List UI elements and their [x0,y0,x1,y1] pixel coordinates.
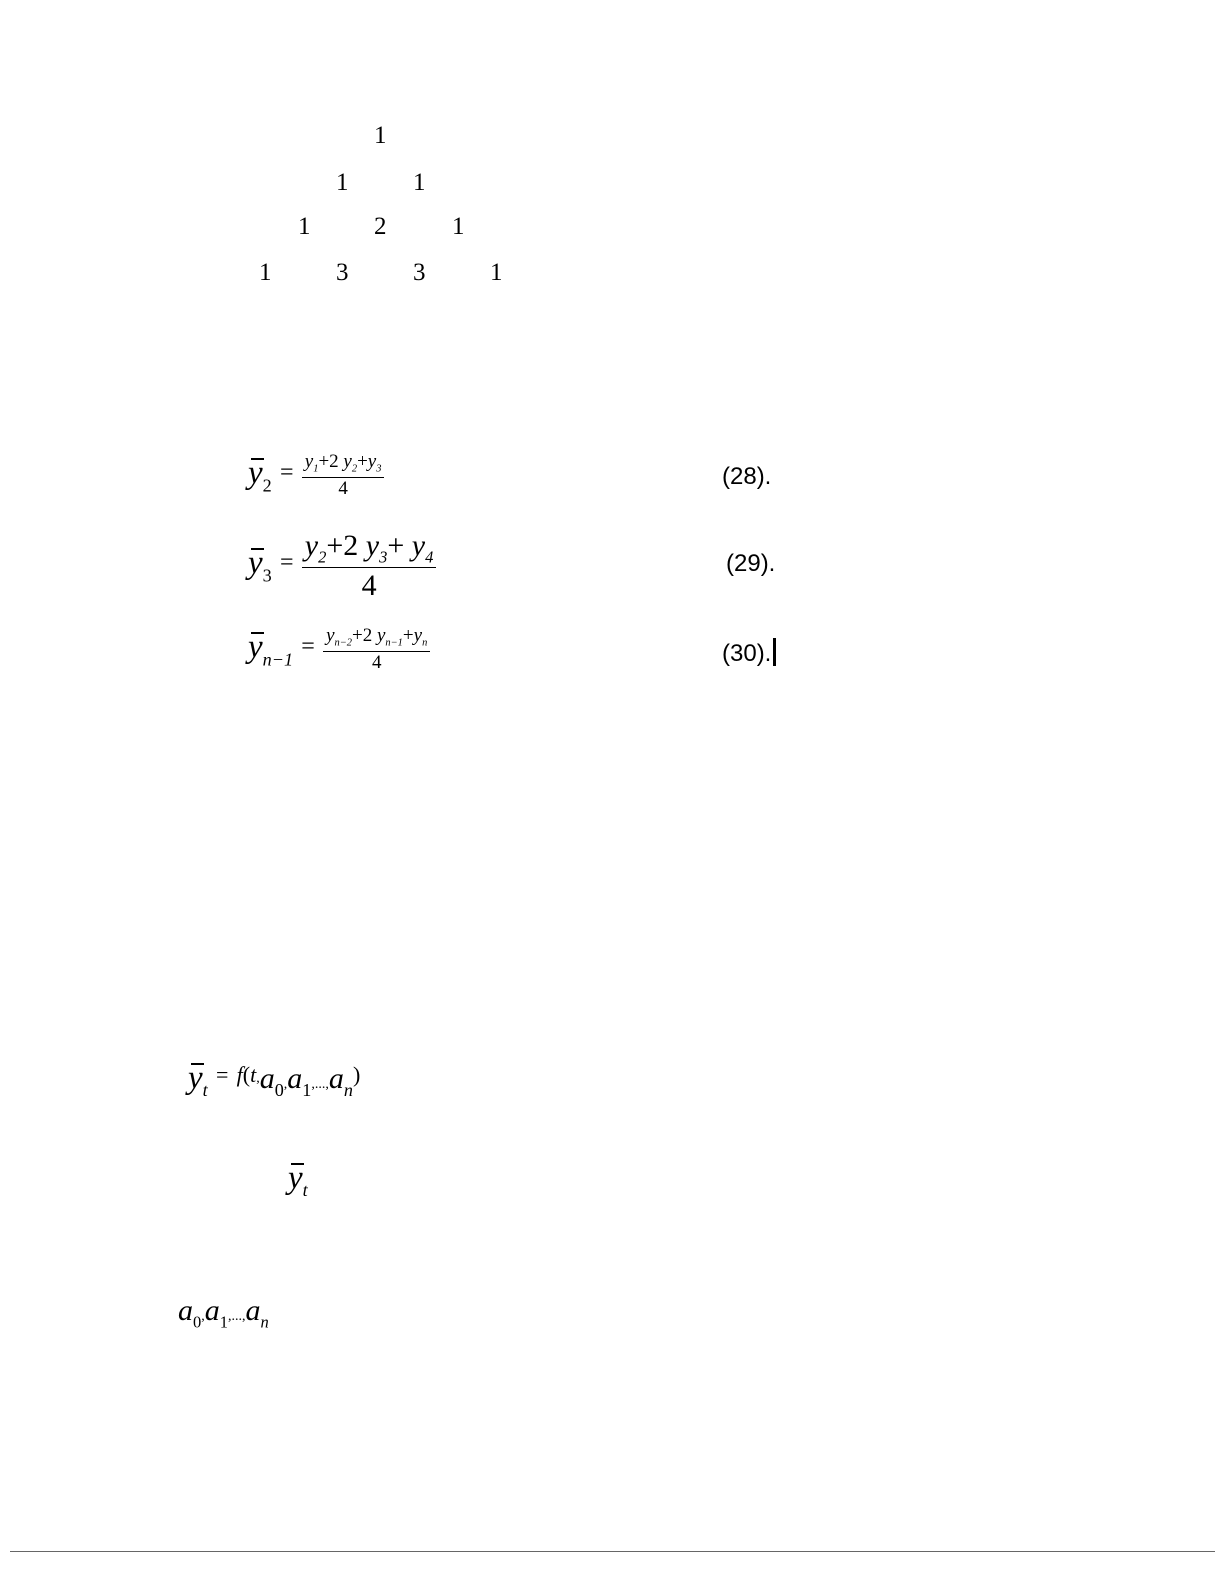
pascal-row4-value1: 1 [259,259,272,286]
pascal-row4-value4: 1 [490,259,503,286]
pascal-row3-value2: 2 [374,213,387,240]
equation-number-29: (29). [726,550,776,577]
text-cursor[interactable] [773,638,776,666]
y-bar-symbol: y [248,545,263,582]
equation-28-fraction [302,452,385,500]
page-footer-divider [10,1551,1215,1552]
trend-function-equation: $y_t = f(t,a_0,a_1,...,a_n)$ [188,1060,361,1101]
equation-28 [248,452,384,500]
fraction-denominator: 4 [361,568,377,602]
y-bar-t-symbol: $y_t$ [288,1160,308,1201]
function-name: f [236,1062,243,1087]
parameter-a: a [259,1062,275,1095]
fraction-numerator: $y_2+2$ $y_3+ y_4$ [302,530,437,568]
equation-30-lhs-subscript: n−1 [262,649,294,670]
pascal-row3-value3: 1 [452,213,465,240]
fraction-denominator: 4 [371,651,382,673]
equation-29-fraction [302,530,437,602]
pascal-row1-value1: 1 [374,122,387,149]
equals-sign: = [215,1062,229,1087]
pascal-row2-value2: 1 [413,169,426,196]
pascal-row2-value1: 1 [336,169,349,196]
equals-sign: = [279,459,294,486]
equation-number-30: (30). [722,638,776,668]
equals-sign: = [279,549,294,576]
equals-sign: = [301,633,315,660]
pascal-row3-value1: 1 [298,213,311,240]
fraction-numerator: $y_{n-2}+2$ $y_{n-1}+y_n$ [323,626,430,652]
function-lhs-subscript: t [202,1080,208,1101]
parameter-list: $a_0,a_1,...,a_n$ [178,1294,269,1332]
y-bar-symbol: y [288,1160,303,1196]
fraction-numerator: $y_1+2$ $y_2+y_3$ [302,452,385,478]
equation-30 [248,626,430,674]
y-bar-symbol: y [188,1060,203,1096]
equation-29-lhs-subscript: 3 [262,565,272,586]
equation-30-fraction [323,626,430,674]
equation-29 [248,530,436,602]
pascal-row4-value2: 3 [336,259,349,286]
equation-28-lhs-subscript: 2 [262,475,272,496]
y-bar-symbol: y [248,629,263,666]
equation-number-28: (28). [722,463,772,490]
fraction-denominator: 4 [338,477,348,499]
y-bar-symbol: y [248,455,263,492]
pascal-row4-value3: 3 [413,259,426,286]
